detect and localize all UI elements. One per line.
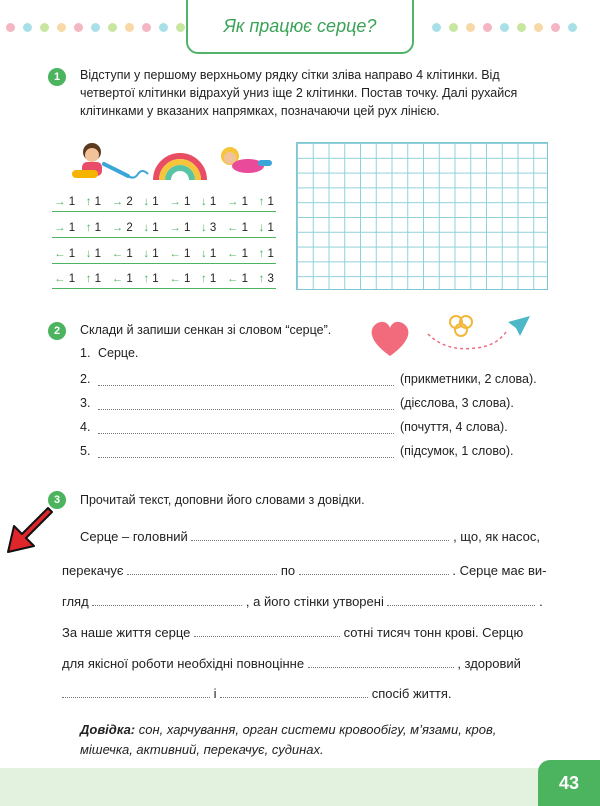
direction-arrow-icon: →	[111, 221, 124, 234]
direction-arrow-icon: ↓	[143, 195, 150, 208]
task1-instructions: Відступи у першому верхньому рядку сітки зліва направо 4 клітинки. Від четвертої клітинки відрахуй униз іще 2 клітинки. Постав точку. Далі рухайся клітинками у вказаних напрямках, позначаючи цей рух лінією.	[80, 68, 518, 118]
direction-arrow-icon: ←	[169, 247, 181, 260]
arrow-row-3	[52, 244, 276, 264]
direction-arrow-icon: →	[169, 221, 181, 234]
direction-arrow-icon: →	[54, 195, 66, 208]
pretzel-icon	[450, 316, 472, 336]
direction-arrow-icon: →	[111, 195, 124, 208]
step: ← 1	[54, 247, 76, 260]
child-drawing-icon	[72, 143, 148, 178]
item-hint: (дієслова, 3 слова).	[400, 396, 514, 410]
direction-arrow-icon: →	[226, 195, 239, 208]
direction-arrow-icon: ↓	[143, 247, 150, 260]
item-hint: (почуття, 4 слова).	[400, 420, 508, 434]
answer-line[interactable]	[98, 398, 394, 410]
children-rainbow-illustration	[58, 140, 278, 188]
step: ← 1	[226, 221, 248, 234]
step: ↑ 1	[143, 272, 159, 285]
text-fragment: сотні тисяч тонн крові. Серцю	[343, 625, 524, 640]
text-fragment: гляд	[62, 594, 89, 609]
text-fragment: перекачує	[62, 563, 124, 578]
help-words: сон, харчування, орган системи кровообігу, м’язами, кров, мішечка, активний, перекачує, судинах.	[80, 722, 497, 757]
direction-arrow-icon: ←	[226, 221, 239, 234]
text-fragment: .	[539, 594, 543, 609]
text-line-6	[62, 686, 552, 701]
arrow-row-4	[52, 269, 276, 289]
direction-arrow-icon: ←	[54, 272, 66, 285]
step: ↑ 1	[85, 221, 102, 234]
text-line-5	[62, 656, 552, 671]
page-title: Як працює серце?	[223, 15, 377, 36]
direction-arrow-icon: ↑	[258, 195, 265, 208]
step: ← 1	[111, 272, 133, 285]
step: → 2	[111, 221, 133, 234]
item-hint: (підсумок, 1 слово).	[400, 444, 514, 458]
item-number: 5.	[80, 444, 91, 458]
blank-field[interactable]	[191, 529, 449, 541]
page-title-box	[186, 0, 414, 54]
task-number-3: 3	[48, 491, 66, 509]
text-fragment: для якісної роботи необхідні повноцінне	[62, 656, 305, 671]
text-fragment: спосіб життя.	[371, 686, 452, 701]
step: ↓ 1	[85, 247, 102, 260]
decor-heart-pretzel-plane	[366, 312, 536, 364]
page-number: 43	[558, 772, 580, 793]
step: ↑ 1	[258, 247, 274, 260]
cinquain-item-2	[80, 372, 537, 386]
text-line-2	[62, 563, 552, 578]
task3-instructions: Прочитай текст, доповни його словами з довідки.	[80, 493, 365, 507]
step: ↑ 1	[85, 195, 102, 208]
text-fragment: по	[280, 563, 296, 578]
paper-plane-icon	[508, 316, 530, 336]
item-hint: (прикметники, 2 слова).	[400, 372, 537, 386]
cinquain-item-5	[80, 444, 513, 458]
step: ↑ 3	[258, 272, 274, 285]
step: ↑ 1	[258, 195, 274, 208]
direction-arrow-icon: ←	[169, 272, 181, 285]
step: ↓ 1	[143, 247, 159, 260]
item-number: 4.	[80, 420, 91, 434]
text-fragment: . Серце має ви-	[452, 563, 547, 578]
blank-field[interactable]	[299, 563, 449, 575]
blank-field[interactable]	[194, 625, 340, 637]
step: ← 1	[111, 247, 133, 260]
task-number-2: 2	[48, 322, 66, 340]
blank-field[interactable]	[220, 686, 368, 698]
text-fragment: , а його стінки утворені	[245, 594, 384, 609]
step: ↓ 1	[258, 221, 274, 234]
direction-arrow-icon: →	[169, 195, 181, 208]
step: ↓ 1	[200, 195, 217, 208]
help-label: Довідка:	[80, 722, 136, 737]
blank-field[interactable]	[127, 563, 277, 575]
arrow-row-1	[52, 192, 276, 212]
item-number: 3.	[80, 396, 91, 410]
step: ↑ 1	[85, 272, 102, 285]
direction-arrow-icon: ←	[111, 247, 124, 260]
answer-line[interactable]	[98, 422, 394, 434]
text-line-1	[80, 529, 550, 544]
heart-icon	[372, 322, 409, 356]
header-dots-left	[6, 20, 185, 34]
direction-arrow-icon: ↑	[143, 272, 150, 285]
step: ↓ 1	[143, 221, 159, 234]
direction-arrow-icon: ←	[54, 247, 66, 260]
red-pointer-arrow-icon	[4, 504, 56, 556]
step: ← 1	[226, 272, 248, 285]
step: ↓ 1	[143, 195, 159, 208]
cinquain-item-3	[80, 396, 514, 410]
step: → 1	[54, 221, 76, 234]
direction-arrow-icon: ↑	[85, 272, 92, 285]
task2-instructions: Склади й запиши сенкан зі словом “серце”.	[80, 323, 332, 337]
answer-line[interactable]	[98, 374, 394, 386]
direction-arrow-icon: ↓	[200, 195, 207, 208]
direction-arrow-icon: ↑	[258, 272, 265, 285]
dashed-path-icon	[428, 332, 506, 349]
direction-arrow-icon: ↑	[85, 221, 92, 234]
text-fragment: , що, як насос,	[453, 529, 541, 544]
step: ← 1	[54, 272, 76, 285]
item-text: Серце.	[98, 346, 139, 360]
text-fragment: Серце – головний	[80, 529, 188, 544]
page-number-tab	[538, 760, 600, 806]
step: → 1	[54, 195, 76, 208]
text-line-3	[62, 594, 552, 609]
step: ↓ 3	[200, 221, 217, 234]
step: ← 1	[226, 247, 248, 260]
direction-arrow-icon: ←	[226, 247, 239, 260]
step: ↑ 1	[200, 272, 217, 285]
blank-field[interactable]	[92, 594, 242, 606]
direction-arrow-icon: ↓	[85, 247, 92, 260]
step: → 2	[111, 195, 133, 208]
header-dots-right	[432, 20, 577, 34]
step: ↓ 1	[200, 247, 217, 260]
step: → 1	[226, 195, 248, 208]
step: ← 1	[169, 247, 191, 260]
text-fragment: За наше життя серце	[62, 625, 191, 640]
arrow-row-2	[52, 218, 276, 238]
direction-arrow-icon: ↓	[143, 221, 150, 234]
step: → 1	[169, 221, 191, 234]
help-box	[80, 720, 550, 760]
direction-arrow-icon: ↓	[200, 221, 207, 234]
cinquain-item-4	[80, 420, 508, 434]
text-fragment: і	[213, 686, 217, 701]
drawing-grid[interactable]	[296, 142, 548, 290]
cinquain-item-1	[80, 346, 138, 360]
blank-field[interactable]	[308, 656, 454, 668]
direction-arrow-icon: ↓	[258, 221, 265, 234]
blank-field[interactable]	[62, 686, 210, 698]
direction-arrow-icon: ←	[111, 272, 124, 285]
direction-arrow-icon: ↓	[200, 247, 207, 260]
direction-arrow-icon: ↑	[258, 247, 265, 260]
step: → 1	[169, 195, 191, 208]
page-footer-band	[0, 768, 600, 806]
step: ← 1	[169, 272, 191, 285]
item-number: 2.	[80, 372, 91, 386]
direction-arrow-icon: ↑	[85, 195, 92, 208]
rainbow-icon	[156, 156, 204, 180]
task-number-1: 1	[48, 68, 66, 86]
blank-field[interactable]	[387, 594, 535, 606]
text-line-4	[62, 625, 552, 640]
item-number: 1.	[80, 346, 91, 360]
direction-arrow-icon: ↑	[200, 272, 207, 285]
direction-arrow-icon: ←	[226, 272, 239, 285]
text-fragment: , здоровий	[457, 656, 521, 671]
direction-arrow-icon: →	[54, 221, 66, 234]
answer-line[interactable]	[98, 446, 394, 458]
child-lying-icon	[221, 147, 272, 173]
